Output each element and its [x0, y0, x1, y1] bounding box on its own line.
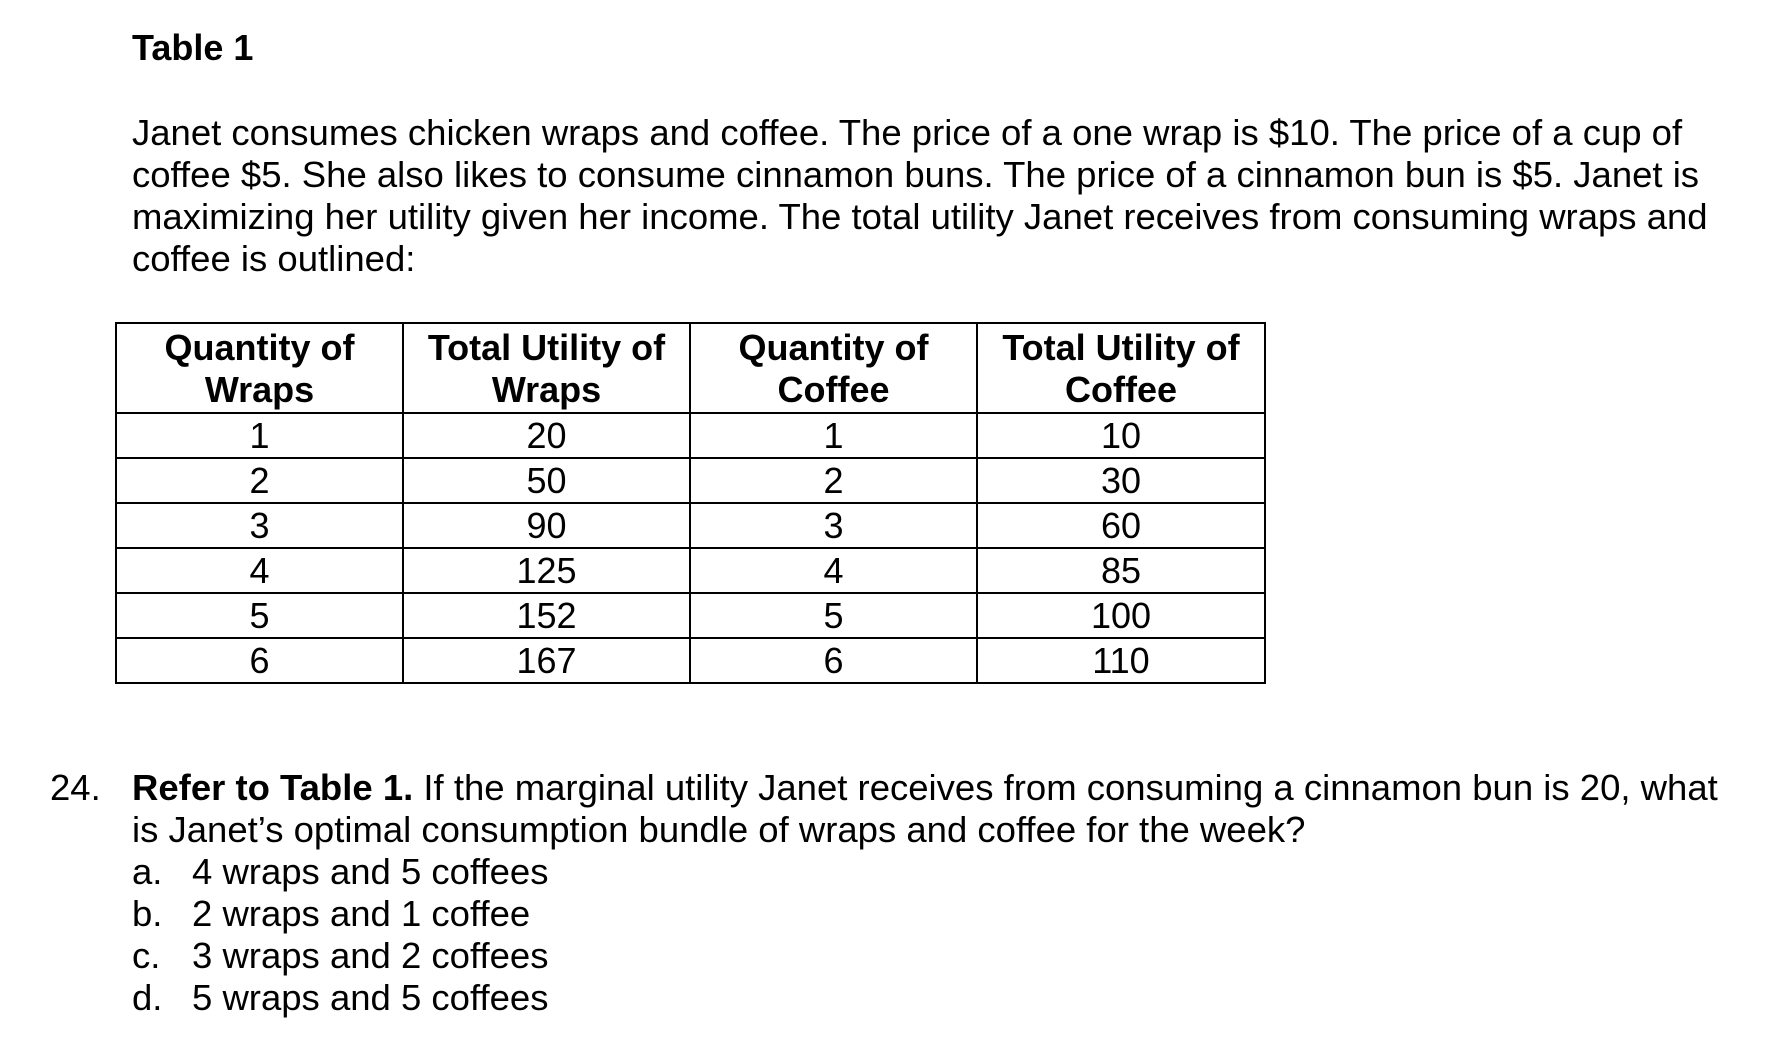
option-c[interactable] — [132, 935, 1752, 977]
option-text: 4 wraps and 5 coffees — [192, 851, 549, 892]
header-quantity-wraps: Quantity of Wraps — [116, 323, 403, 413]
table-cell: 30 — [977, 458, 1265, 503]
option-letter: b. — [132, 893, 163, 934]
table-cell: 10 — [977, 413, 1265, 458]
table-cell: 6 — [690, 638, 977, 683]
option-d[interactable] — [132, 977, 1752, 1019]
table-cell: 152 — [403, 593, 690, 638]
question-body — [132, 767, 1752, 1019]
table-cell: 85 — [977, 548, 1265, 593]
header-total-utility-coffee: Total Utility of Coffee — [977, 323, 1265, 413]
table-row — [116, 413, 1265, 458]
answer-options — [132, 851, 1752, 1019]
utility-table — [115, 322, 1266, 684]
table-cell: 60 — [977, 503, 1265, 548]
option-text: 5 wraps and 5 coffees — [192, 977, 549, 1018]
table-cell: 3 — [116, 503, 403, 548]
table-cell: 4 — [690, 548, 977, 593]
table-cell: 2 — [116, 458, 403, 503]
question-prompt: If the marginal utility Janet receives from consuming a cinnamon bun is 20, what is Janet’s optimal consumption bundle of wraps and coffee for the week? — [132, 767, 1718, 850]
table-cell: 167 — [403, 638, 690, 683]
table-cell: 90 — [403, 503, 690, 548]
table-cell: 3 — [690, 503, 977, 548]
question-text — [132, 767, 1752, 851]
option-letter: d. — [132, 977, 163, 1018]
table-cell: 100 — [977, 593, 1265, 638]
header-total-utility-wraps: Total Utility of Wraps — [403, 323, 690, 413]
option-letter: c. — [132, 935, 161, 976]
table-cell: 5 — [690, 593, 977, 638]
option-letter: a. — [132, 851, 163, 892]
table-cell: 6 — [116, 638, 403, 683]
table-row — [116, 638, 1265, 683]
table-cell: 2 — [690, 458, 977, 503]
option-a[interactable] — [132, 851, 1752, 893]
table-cell: 125 — [403, 548, 690, 593]
table-row — [116, 458, 1265, 503]
option-b[interactable] — [132, 893, 1752, 935]
question-lead: Refer to Table 1. — [132, 767, 414, 808]
table-cell: 4 — [116, 548, 403, 593]
table-row — [116, 503, 1265, 548]
table-cell: 110 — [977, 638, 1265, 683]
header-quantity-coffee: Quantity of Coffee — [690, 323, 977, 413]
option-text: 3 wraps and 2 coffees — [192, 935, 549, 976]
table-cell: 20 — [403, 413, 690, 458]
table-title: Table 1 — [132, 27, 254, 68]
table-cell: 50 — [403, 458, 690, 503]
table-cell: 5 — [116, 593, 403, 638]
table-row — [116, 548, 1265, 593]
table-cell: 1 — [116, 413, 403, 458]
table-row — [116, 593, 1265, 638]
question-number: 24. — [50, 767, 101, 808]
table-cell: 1 — [690, 413, 977, 458]
table-header-row — [116, 323, 1265, 413]
option-text: 2 wraps and 1 coffee — [192, 893, 531, 934]
intro-paragraph: Janet consumes chicken wraps and coffee. The price of a one wrap is $10. The price of a cup of coffee $5. She also likes to consume cinnamon buns. The price of a cinnamon bun is $5. Janet is maximizing her utility given her income. The total utility Janet receives from consuming wraps and coffee is outlined: — [132, 112, 1708, 279]
